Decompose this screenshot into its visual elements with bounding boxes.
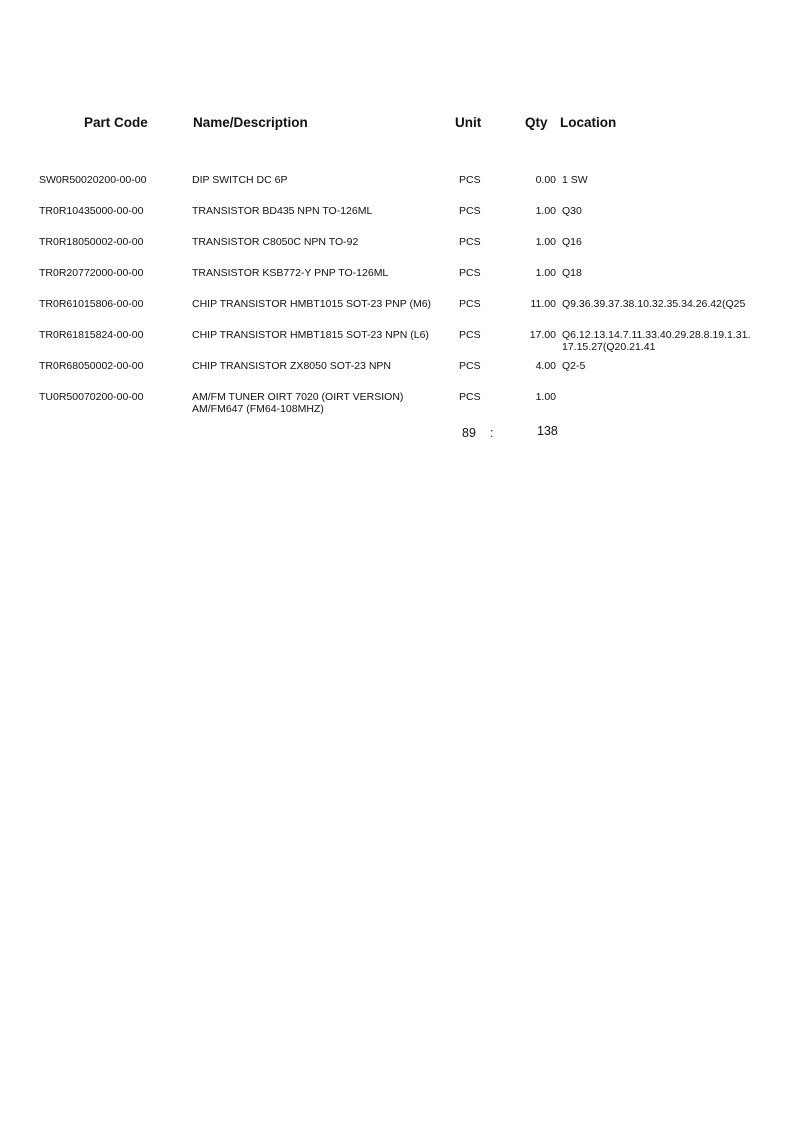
unit-cell: PCS (459, 298, 481, 310)
table-row (0, 329, 793, 360)
qty-cell: 1.00 (535, 267, 556, 279)
unit-cell: PCS (459, 360, 481, 372)
total-qty: 138 (537, 424, 558, 438)
qty-cell: 1.00 (535, 391, 556, 403)
location-cell: Q30 (562, 205, 582, 217)
header-name-description: Name/Description (193, 115, 308, 130)
total-separator: : (490, 426, 494, 440)
unit-cell: PCS (459, 236, 481, 248)
qty-cell: 0.00 (535, 174, 556, 186)
part-code-cell: TU0R50070200-00-00 (39, 391, 144, 403)
description-cell: TRANSISTOR KSB772-Y PNP TO-126ML (192, 267, 389, 279)
unit-cell: PCS (459, 174, 481, 186)
table-row (0, 360, 793, 391)
description-cell: CHIP TRANSISTOR HMBT1015 SOT-23 PNP (M6) (192, 298, 432, 310)
description-cell: AM/FM TUNER OIRT 7020 (OIRT VERSION) AM/FM647 (FM64-108MHZ) (192, 391, 404, 415)
table-row (0, 174, 793, 205)
header-unit: Unit (455, 115, 482, 130)
description-cell: CHIP TRANSISTOR HMBT1815 SOT-23 NPN (L6) (192, 329, 429, 341)
part-code-cell: TR0R61815824-00-00 (39, 329, 144, 341)
header-qty: Qty (525, 115, 548, 130)
description-cell: CHIP TRANSISTOR ZX8050 SOT-23 NPN (192, 360, 391, 372)
part-code-cell: TR0R10435000-00-00 (39, 205, 144, 217)
qty-cell: 1.00 (535, 205, 556, 217)
table-row (0, 391, 793, 422)
description-cell: TRANSISTOR BD435 NPN TO-126ML (192, 205, 373, 217)
unit-cell: PCS (459, 267, 481, 279)
location-cell: Q2-5 (562, 360, 586, 372)
part-code-cell: SW0R50020200-00-00 (39, 174, 147, 186)
table-row (0, 205, 793, 236)
total-item-count: 89 (462, 426, 476, 440)
part-code-cell: TR0R61015806-00-00 (39, 298, 144, 310)
qty-cell: 4.00 (535, 360, 556, 372)
description-cell: DIP SWITCH DC 6P (192, 174, 288, 186)
description-cell: TRANSISTOR C8050C NPN TO-92 (192, 236, 359, 248)
header-part-code: Part Code (84, 115, 148, 130)
parts-table (0, 174, 793, 422)
part-code-cell: TR0R18050002-00-00 (39, 236, 144, 248)
location-cell: Q16 (562, 236, 582, 248)
location-cell: 1 SW (562, 174, 588, 186)
unit-cell: PCS (459, 205, 481, 217)
table-row (0, 298, 793, 329)
header-location: Location (560, 115, 617, 130)
part-code-cell: TR0R68050002-00-00 (39, 360, 144, 372)
qty-cell: 17.00 (529, 329, 556, 341)
part-code-cell: TR0R20772000-00-00 (39, 267, 144, 279)
table-row (0, 267, 793, 298)
table-row (0, 236, 793, 267)
location-cell: Q18 (562, 267, 582, 279)
unit-cell: PCS (459, 329, 481, 341)
qty-cell: 1.00 (535, 236, 556, 248)
location-cell: Q6.12.13.14.7.11.33.40.29.28.8.19.1.31.17.15.27(Q20.21.41 (562, 329, 751, 353)
unit-cell: PCS (459, 391, 481, 403)
location-cell: Q9.36.39.37.38.10.32.35.34.26.42(Q25 (562, 298, 746, 310)
qty-cell: 11.00 (530, 298, 556, 310)
